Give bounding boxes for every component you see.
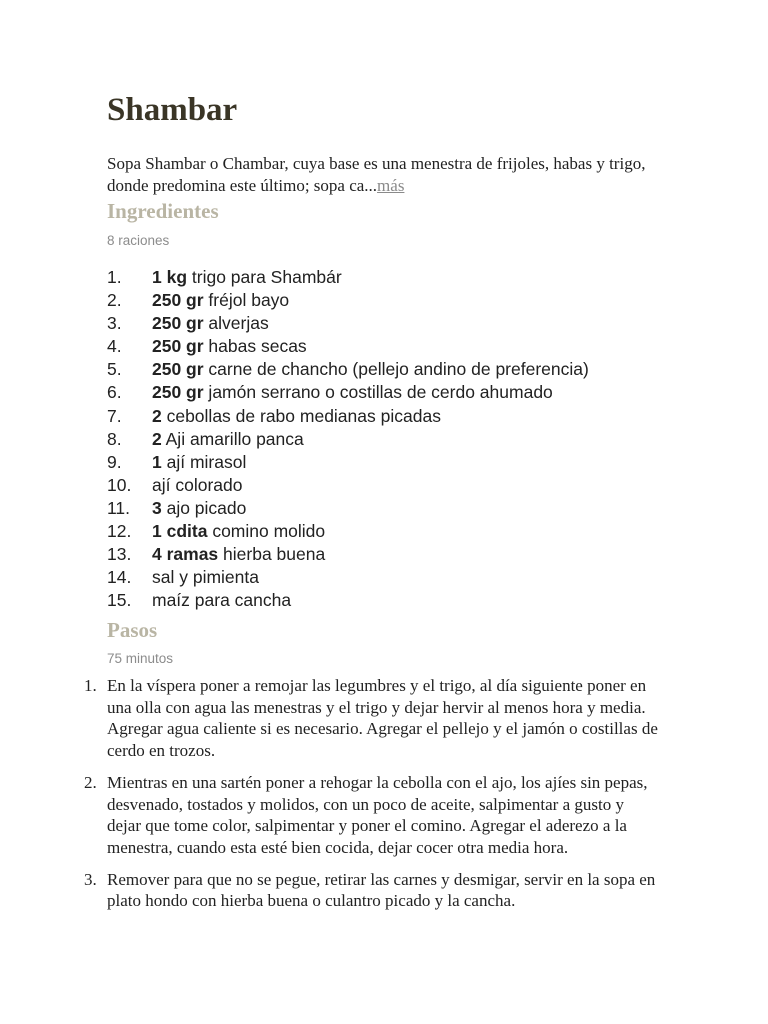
ingredient-content <box>152 543 325 566</box>
ingredient-item <box>107 289 589 312</box>
step-number: 2. <box>84 772 97 792</box>
ingredient-quantity: 1 <box>152 451 162 472</box>
ingredient-quantity: 2 <box>152 428 162 449</box>
ingredient-number: 6. <box>107 382 122 403</box>
ingredient-item <box>107 428 589 451</box>
ingredient-item <box>107 497 589 520</box>
ingredient-item <box>107 451 589 474</box>
description-text: Sopa Shambar o Chambar, cuya base es una menestra de frijoles, habas y trigo, donde predomina este último; sopa ca... <box>107 154 646 195</box>
ingredient-name: carne de chancho (pellejo andino de preferencia) <box>203 359 589 380</box>
ingredient-quantity: 250 gr <box>152 382 204 403</box>
ingredient-item <box>107 474 589 497</box>
ingredient-content <box>152 358 589 381</box>
ingredient-name: jamón serrano o costillas de cerdo ahumado <box>203 382 553 403</box>
ingredient-number: 14. <box>107 567 132 588</box>
ingredient-quantity: 250 gr <box>152 359 204 380</box>
ingredient-number: 5. <box>107 359 122 380</box>
ingredient-item <box>107 566 589 589</box>
ingredient-item <box>107 312 589 335</box>
recipe-description <box>107 153 667 197</box>
ingredient-number: 12. <box>107 521 132 542</box>
ingredient-number: 15. <box>107 590 132 611</box>
ingredient-name: hierba buena <box>218 544 326 565</box>
servings-text: 8 raciones <box>107 233 170 248</box>
ingredient-number: 8. <box>107 428 122 449</box>
ingredient-item <box>107 543 589 566</box>
ingredient-item <box>107 405 589 428</box>
step-number: 1. <box>84 676 97 695</box>
ingredient-quantity: 3 <box>152 497 162 518</box>
ingredient-item <box>107 266 589 289</box>
ingredient-number: 4. <box>107 336 122 357</box>
ingredient-quantity: 1 kg <box>152 267 188 287</box>
ingredient-content <box>152 451 246 474</box>
step-text: En la víspera poner a remojar las legumbres y el trigo, al día siguiente poner en una olla con agua las menestras y el trigo y dejar hervir al menos hora y media. Agregar agua caliente si es necesario. Agregar el pellejo y el jamón o costillas de cerdo en trozos. <box>107 676 658 761</box>
step-item <box>84 869 659 912</box>
ingredient-number: 1. <box>107 267 122 287</box>
ingredient-name: comino molido <box>207 521 326 542</box>
ingredient-number: 3. <box>107 313 122 334</box>
ingredient-content <box>152 566 259 589</box>
ingredient-quantity: 2 <box>152 405 162 426</box>
ingredient-name: sal y pimienta <box>152 567 259 588</box>
ingredient-item <box>107 335 589 358</box>
ingredient-item <box>107 381 589 404</box>
ingredient-content <box>152 381 553 404</box>
step-text: Remover para que no se pegue, retirar las carnes y desmigar, servir en la sopa en plato hondo con hierba buena o culantro picado y la cancha. <box>107 869 656 911</box>
more-link[interactable]: más <box>377 176 405 195</box>
ingredient-content <box>152 497 246 520</box>
ingredient-content <box>152 312 269 335</box>
ingredient-number: 2. <box>107 290 122 311</box>
ingredient-name: ajo picado <box>161 497 247 518</box>
ingredient-quantity: 250 gr <box>152 290 204 311</box>
ingredient-quantity: 4 ramas <box>152 544 219 565</box>
duration-text: 75 minutos <box>107 651 174 666</box>
ingredient-name: maíz para cancha <box>152 590 292 611</box>
ingredient-item <box>107 520 589 543</box>
ingredient-content <box>152 289 289 312</box>
ingredient-content <box>152 266 342 289</box>
ingredient-quantity: 1 cdita <box>152 521 208 542</box>
ingredient-number: 7. <box>107 405 122 426</box>
ingredient-name: Aji amarillo panca <box>161 428 304 449</box>
ingredient-content <box>152 589 291 612</box>
ingredient-name: ají mirasol <box>161 451 247 472</box>
ingredient-content <box>152 474 242 497</box>
ingredient-name: ají colorado <box>152 474 243 495</box>
ingredients-heading: Ingredientes <box>107 199 219 223</box>
ingredient-name: cebollas de rabo medianas picadas <box>161 405 441 426</box>
ingredient-name: fréjol bayo <box>203 290 290 311</box>
ingredient-item <box>107 589 589 612</box>
steps-heading: Pasos <box>107 618 158 642</box>
step-number: 3. <box>84 869 97 889</box>
ingredient-content <box>152 335 307 358</box>
ingredient-quantity: 250 gr <box>152 336 204 357</box>
ingredient-content <box>152 428 304 451</box>
ingredient-number: 13. <box>107 544 132 565</box>
recipe-title: Shambar <box>107 92 238 128</box>
ingredients-list <box>107 266 589 612</box>
step-item <box>84 772 659 859</box>
ingredient-quantity: 250 gr <box>152 313 204 334</box>
ingredient-number: 10. <box>107 474 132 495</box>
steps-list <box>84 675 659 922</box>
ingredient-name: trigo para Shambár <box>187 267 342 287</box>
ingredient-name: habas secas <box>203 336 307 357</box>
ingredient-content <box>152 405 441 428</box>
ingredient-item <box>107 358 589 381</box>
step-item <box>84 675 659 762</box>
ingredient-name: alverjas <box>203 313 269 334</box>
ingredient-number: 11. <box>107 497 131 518</box>
ingredient-number: 9. <box>107 451 122 472</box>
ingredient-content <box>152 520 325 543</box>
step-text: Mientras en una sartén poner a rehogar la cebolla con el ajo, los ajíes sin pepas, desvenado, tostados y molidos, con un poco de aceite, salpimentar a gusto y dejar que tome color, salpimentar y poner el comino. Agregar el aderezo a la menestra, cuando esta esté bien cocida, dejar cocer otra media hora. <box>107 772 648 857</box>
